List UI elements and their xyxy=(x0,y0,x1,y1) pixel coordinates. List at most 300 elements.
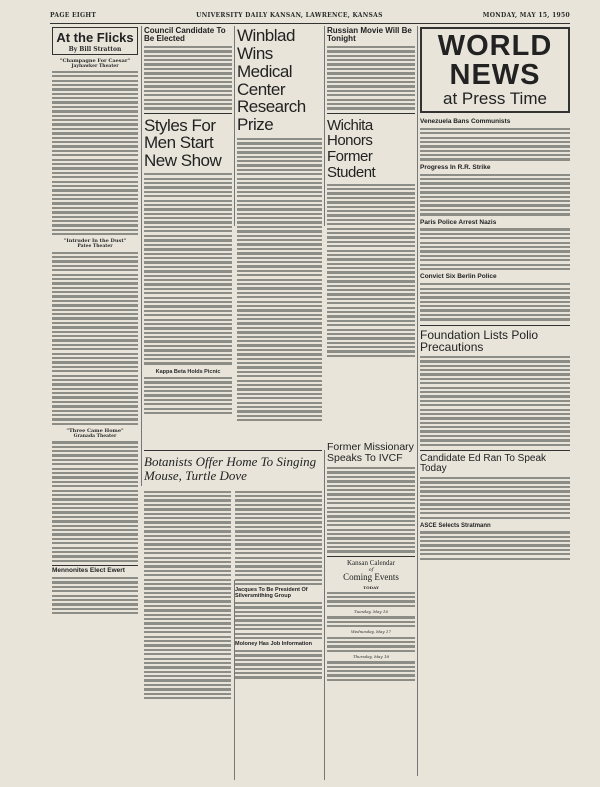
column-divider xyxy=(234,26,235,226)
calendar-title: Kansan Calendar xyxy=(346,558,395,567)
calendar-box xyxy=(327,556,415,681)
text-line xyxy=(327,68,415,70)
text-line xyxy=(52,154,138,156)
flicks-sub1b: Jayhawker Theater xyxy=(71,63,119,69)
text-line xyxy=(327,529,415,531)
text-line xyxy=(144,390,232,392)
text-line xyxy=(144,204,232,206)
text-line xyxy=(237,366,322,368)
text-line xyxy=(144,671,231,673)
text-line xyxy=(235,637,322,639)
text-line xyxy=(327,645,415,647)
text-line xyxy=(237,406,322,408)
text-line xyxy=(235,659,322,661)
text-line xyxy=(144,381,232,383)
text-line xyxy=(52,220,138,222)
text-line xyxy=(52,418,138,420)
text-line xyxy=(144,377,232,379)
text-line xyxy=(52,84,138,86)
text-line xyxy=(237,239,322,241)
text-line xyxy=(420,242,570,244)
text-line xyxy=(235,579,322,581)
flicks-sub2b: Patee Theater xyxy=(77,244,113,250)
styles-block xyxy=(144,113,232,232)
text-line xyxy=(235,557,322,559)
text-line xyxy=(52,326,138,328)
flicks-heading-box xyxy=(52,27,138,55)
text-line xyxy=(235,574,322,576)
column-winblad xyxy=(237,27,322,447)
text-line xyxy=(52,260,138,262)
text-line xyxy=(144,301,232,303)
text-line xyxy=(327,670,415,672)
text-line xyxy=(144,63,232,65)
text-line xyxy=(327,107,415,109)
text-line xyxy=(52,185,138,187)
text-line xyxy=(52,551,138,553)
text-line xyxy=(144,292,232,294)
text-line xyxy=(144,327,232,329)
text-line xyxy=(235,543,322,545)
article-text xyxy=(237,138,322,421)
text-line xyxy=(237,388,322,390)
text-line xyxy=(52,538,138,540)
polio-title: Foundation Lists Polio Precautions xyxy=(420,327,539,355)
text-line xyxy=(327,250,415,252)
text-line xyxy=(420,382,570,384)
column-world-news xyxy=(420,27,570,782)
text-line xyxy=(52,269,138,271)
text-line xyxy=(420,495,570,497)
text-line xyxy=(52,595,138,597)
text-line xyxy=(144,213,232,215)
text-line xyxy=(52,520,138,522)
text-line xyxy=(420,200,570,202)
text-line xyxy=(144,491,231,493)
column-divider xyxy=(324,26,325,226)
text-line xyxy=(52,348,138,350)
text-line xyxy=(235,606,322,608)
text-line xyxy=(52,115,138,117)
text-line xyxy=(420,395,570,397)
text-line xyxy=(144,178,232,180)
text-line xyxy=(327,679,415,681)
text-line xyxy=(327,263,415,265)
text-line xyxy=(144,587,231,589)
text-line xyxy=(237,358,322,360)
text-line xyxy=(237,327,322,329)
text-line xyxy=(327,337,415,339)
text-line xyxy=(144,561,231,563)
text-line xyxy=(144,499,231,501)
text-line xyxy=(144,50,232,52)
text-line xyxy=(235,565,322,567)
text-line xyxy=(52,317,138,319)
text-line xyxy=(52,339,138,341)
text-line xyxy=(144,592,231,594)
calendar-day: Thursday, May 18 xyxy=(352,654,390,660)
text-line xyxy=(52,396,138,398)
text-line xyxy=(420,365,570,367)
text-line xyxy=(52,141,138,143)
text-line xyxy=(237,301,322,303)
text-line xyxy=(52,414,138,416)
text-line xyxy=(235,672,322,674)
text-line xyxy=(235,561,322,563)
text-line xyxy=(144,394,232,396)
text-line xyxy=(420,213,570,215)
text-line xyxy=(327,298,415,300)
text-line xyxy=(327,302,415,304)
text-line xyxy=(420,481,570,483)
text-line xyxy=(420,255,570,257)
text-line xyxy=(327,228,415,230)
text-line xyxy=(52,357,138,359)
article-text xyxy=(144,46,232,110)
text-line xyxy=(144,345,232,347)
text-line xyxy=(144,504,231,506)
text-line xyxy=(144,253,232,255)
text-line xyxy=(420,499,570,501)
text-line xyxy=(420,228,570,230)
text-line xyxy=(52,132,138,134)
text-line xyxy=(52,304,138,306)
text-line xyxy=(420,426,570,428)
text-line xyxy=(144,182,232,184)
text-line xyxy=(327,72,415,74)
text-line xyxy=(52,446,138,448)
text-line xyxy=(144,217,232,219)
calendar-of: of xyxy=(368,567,374,574)
text-line xyxy=(52,423,138,425)
text-line xyxy=(327,550,415,552)
text-line xyxy=(235,491,322,493)
text-line xyxy=(237,305,322,307)
text-line xyxy=(237,257,322,259)
styles-title: Styles For Men Start New Show xyxy=(144,115,222,171)
text-line xyxy=(144,513,231,515)
text-line xyxy=(52,198,138,200)
text-line xyxy=(420,187,570,189)
text-line xyxy=(420,305,570,307)
text-line xyxy=(235,663,322,665)
text-line xyxy=(144,679,231,681)
text-line xyxy=(420,209,570,211)
text-line xyxy=(52,274,138,276)
text-line xyxy=(237,336,322,338)
world-news-subtitle: at Press Time xyxy=(443,89,547,108)
text-line xyxy=(235,504,322,506)
text-line xyxy=(327,596,415,598)
text-line xyxy=(52,547,138,549)
text-line xyxy=(144,191,232,193)
text-line xyxy=(420,150,570,152)
text-line xyxy=(327,232,415,234)
text-line xyxy=(237,151,322,153)
text-line xyxy=(237,208,322,210)
text-line xyxy=(144,605,231,607)
text-line xyxy=(327,498,415,500)
text-line xyxy=(420,400,570,402)
text-line xyxy=(52,375,138,377)
text-line xyxy=(327,311,415,313)
text-line xyxy=(144,399,232,401)
text-line xyxy=(420,553,570,555)
text-line xyxy=(52,603,138,605)
text-line xyxy=(237,169,322,171)
text-line xyxy=(420,486,570,488)
text-line xyxy=(327,63,415,65)
text-line xyxy=(52,388,138,390)
text-line xyxy=(144,195,232,197)
text-line xyxy=(144,354,232,356)
text-line xyxy=(237,235,322,237)
text-line xyxy=(237,200,322,202)
text-line xyxy=(144,658,231,660)
text-line xyxy=(144,275,232,277)
berlin-police-title: Convict Six Berlin Police xyxy=(420,273,497,281)
text-line xyxy=(327,537,415,539)
text-line xyxy=(52,485,138,487)
text-line xyxy=(144,270,232,272)
text-line xyxy=(327,192,415,194)
text-line xyxy=(327,489,415,491)
text-line xyxy=(52,300,138,302)
text-line xyxy=(52,110,138,112)
text-line xyxy=(237,173,322,175)
text-line xyxy=(144,221,232,223)
text-line xyxy=(420,309,570,311)
text-line xyxy=(327,210,415,212)
text-line xyxy=(420,296,570,298)
text-line xyxy=(420,378,570,380)
text-line xyxy=(237,331,322,333)
text-line xyxy=(144,530,231,532)
text-line xyxy=(420,314,570,316)
text-line xyxy=(420,288,570,290)
text-line xyxy=(237,287,322,289)
text-line xyxy=(144,543,231,545)
text-line xyxy=(52,612,138,614)
text-line xyxy=(327,616,415,618)
text-line xyxy=(235,633,322,635)
text-line xyxy=(235,619,322,621)
text-line xyxy=(52,555,138,557)
text-line xyxy=(52,441,138,443)
world-news-box xyxy=(420,27,570,113)
text-line xyxy=(327,524,415,526)
text-line xyxy=(420,233,570,235)
calendar-day: TODAY xyxy=(363,584,379,590)
text-line xyxy=(52,494,138,496)
text-line xyxy=(237,353,322,355)
russian-title: Russian Movie Will Be Tonight xyxy=(327,27,412,44)
text-line xyxy=(144,362,232,364)
text-line xyxy=(420,196,570,198)
text-line xyxy=(327,77,415,79)
text-line xyxy=(327,320,415,322)
text-line xyxy=(420,417,570,419)
text-line xyxy=(237,375,322,377)
text-line xyxy=(52,75,138,77)
text-line xyxy=(237,296,322,298)
text-line xyxy=(327,542,415,544)
column-flicks xyxy=(52,27,138,782)
text-line xyxy=(144,72,232,74)
text-line xyxy=(235,552,322,554)
text-line xyxy=(52,335,138,337)
ed-ran-title: Candidate Ed Ran To Speak Today xyxy=(420,452,547,475)
text-line xyxy=(327,103,415,105)
text-line xyxy=(52,410,138,412)
text-line xyxy=(420,360,570,362)
paper-name: UNIVERSITY DAILY KANSAN, LAWRENCE, KANSAS xyxy=(196,11,383,19)
text-line xyxy=(52,331,138,333)
text-line xyxy=(420,259,570,261)
text-line xyxy=(327,307,415,309)
text-line xyxy=(144,565,231,567)
article-text xyxy=(52,71,138,236)
text-line xyxy=(144,631,231,633)
text-line xyxy=(327,184,415,186)
text-line xyxy=(327,245,415,247)
text-line xyxy=(237,410,322,412)
text-line xyxy=(327,50,415,52)
text-line xyxy=(237,186,322,188)
text-line xyxy=(52,181,138,183)
text-line xyxy=(235,535,322,537)
text-line xyxy=(235,611,322,613)
column-russian xyxy=(327,27,415,447)
text-line xyxy=(420,430,570,432)
text-line xyxy=(144,305,232,307)
text-line xyxy=(52,295,138,297)
text-line xyxy=(327,355,415,357)
text-line xyxy=(327,188,415,190)
text-line xyxy=(420,404,570,406)
text-line xyxy=(144,653,231,655)
text-line xyxy=(52,80,138,82)
text-line xyxy=(144,186,232,188)
text-line xyxy=(144,526,231,528)
text-line xyxy=(420,137,570,139)
text-line xyxy=(144,55,232,57)
text-line xyxy=(52,97,138,99)
text-line xyxy=(237,344,322,346)
text-line xyxy=(237,178,322,180)
text-line xyxy=(420,490,570,492)
text-line xyxy=(237,371,322,373)
text-line xyxy=(52,542,138,544)
text-line xyxy=(420,549,570,551)
text-line xyxy=(327,621,415,623)
text-line xyxy=(52,533,138,535)
text-line xyxy=(237,217,322,219)
text-line xyxy=(237,279,322,281)
text-line xyxy=(52,599,138,601)
text-line xyxy=(52,529,138,531)
text-line xyxy=(420,191,570,193)
text-line xyxy=(327,637,415,639)
text-line xyxy=(52,401,138,403)
text-line xyxy=(237,340,322,342)
text-line xyxy=(52,265,138,267)
text-line xyxy=(144,85,232,87)
text-line xyxy=(327,81,415,83)
text-line xyxy=(237,322,322,324)
text-line xyxy=(420,292,570,294)
text-line xyxy=(420,283,570,285)
text-line xyxy=(144,508,231,510)
text-line xyxy=(52,207,138,209)
text-line xyxy=(237,349,322,351)
text-line xyxy=(327,625,415,627)
text-line xyxy=(144,283,232,285)
missionary-title: Former Missionary Speaks To IVCF xyxy=(327,442,414,465)
text-line xyxy=(420,422,570,424)
text-line xyxy=(327,271,415,273)
text-line xyxy=(52,481,138,483)
venezuela-title: Venezuela Bans Communists xyxy=(420,117,511,125)
text-line xyxy=(327,641,415,643)
text-line xyxy=(420,268,570,270)
text-line xyxy=(144,248,232,250)
text-line xyxy=(144,403,232,405)
text-line xyxy=(327,333,415,335)
text-line xyxy=(144,239,232,241)
text-line xyxy=(52,581,138,583)
text-line xyxy=(235,602,322,604)
text-line xyxy=(420,204,570,206)
text-line xyxy=(144,517,231,519)
text-line xyxy=(144,332,232,334)
text-line xyxy=(52,93,138,95)
text-line xyxy=(144,68,232,70)
text-line xyxy=(235,583,322,585)
article-text xyxy=(144,489,231,702)
text-line xyxy=(235,513,322,515)
text-line xyxy=(144,200,232,202)
text-line xyxy=(52,511,138,513)
text-line xyxy=(327,289,415,291)
moloney-title: Moloney Has Job Information xyxy=(235,641,313,648)
masthead-rule xyxy=(50,23,570,24)
jacques-title: Jacques To Be President Of Silversmithing Group xyxy=(235,587,308,599)
text-line xyxy=(144,622,231,624)
text-line xyxy=(52,507,138,509)
text-line xyxy=(52,608,138,610)
article-text xyxy=(52,252,138,426)
text-line xyxy=(52,172,138,174)
column-divider xyxy=(417,26,418,776)
flicks-sub3b: Granada Theater xyxy=(73,434,117,440)
text-line xyxy=(420,444,570,446)
text-line xyxy=(144,666,231,668)
text-line xyxy=(237,243,322,245)
text-line xyxy=(237,195,322,197)
text-line xyxy=(144,297,232,299)
text-line xyxy=(235,624,322,626)
text-line xyxy=(144,579,231,581)
text-line xyxy=(144,81,232,83)
page-number: PAGE EIGHT xyxy=(50,11,97,19)
text-line xyxy=(420,531,570,533)
flicks-title: At the Flicks xyxy=(56,30,134,45)
text-line xyxy=(420,128,570,130)
botanists-title: Botanists Offer Home To Singing Mouse, Turtle Dove xyxy=(144,454,317,484)
text-line xyxy=(237,248,322,250)
text-line xyxy=(52,282,138,284)
